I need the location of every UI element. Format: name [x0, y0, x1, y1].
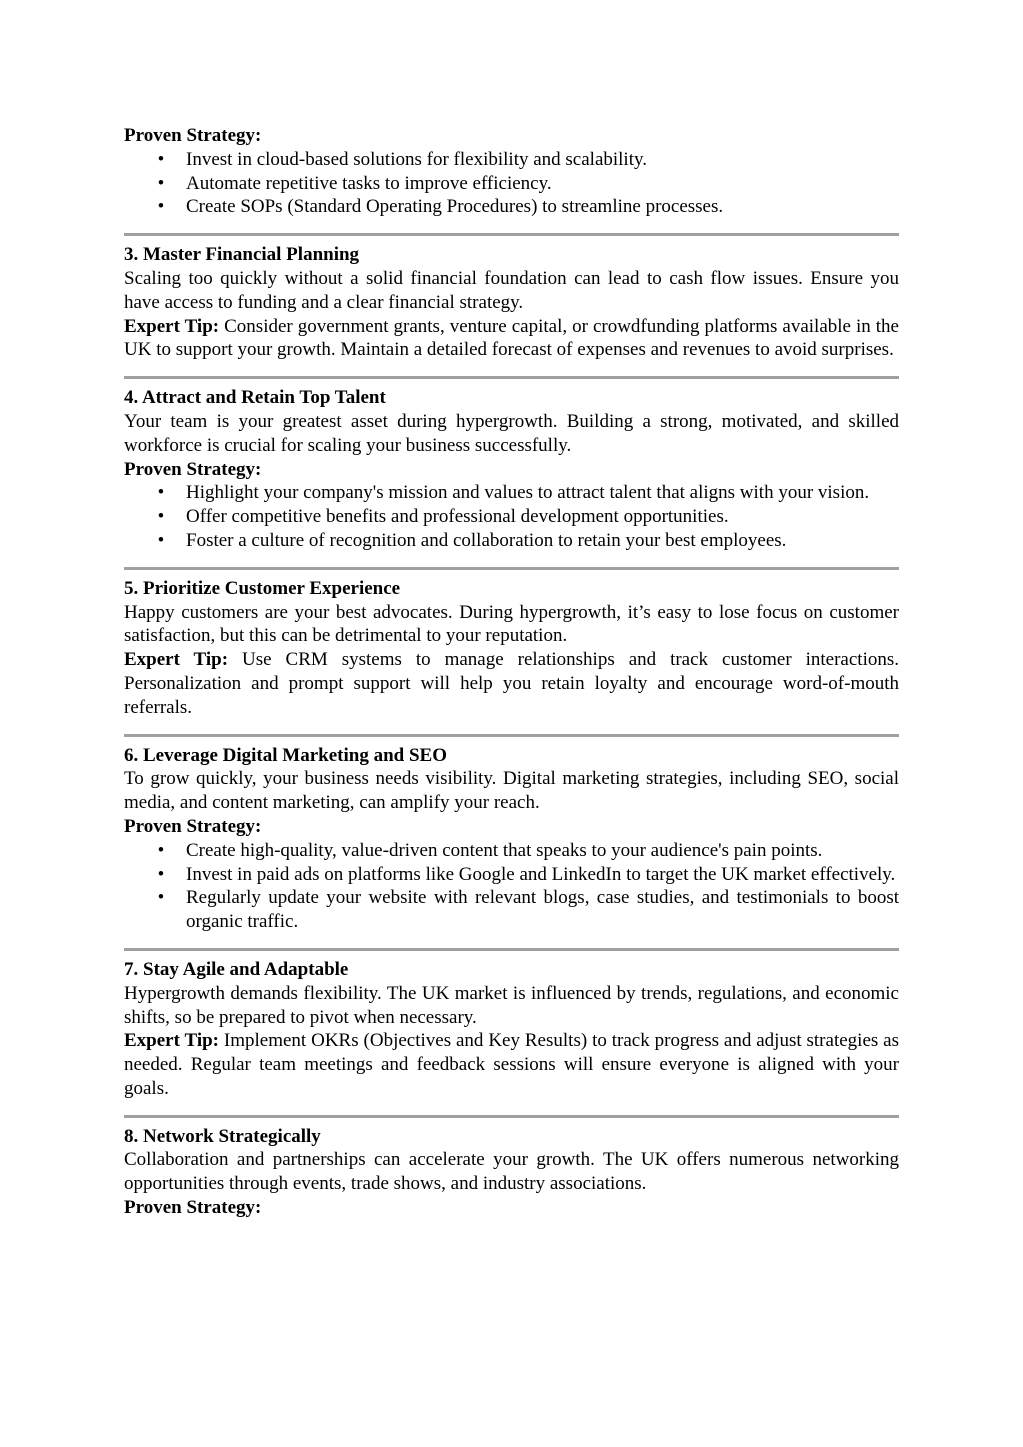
bullet-list [124, 148, 899, 219]
bullet-icon: • [157, 506, 165, 528]
bullet-list [124, 839, 899, 934]
list-item: • Create high-quality, value-driven content that speaks to your audience's pain points. [124, 839, 899, 863]
section-body: Happy customers are your best advocates. During hypergrowth, it’s easy to lose focus on customer satisfaction, but this can be detrimental to your reputation. [124, 601, 899, 647]
bullet-icon: • [157, 863, 165, 885]
section-divider [124, 1115, 899, 1118]
expert-tip [124, 315, 899, 363]
list-item: • Invest in paid ads on platforms like Google and LinkedIn to target the UK market effectively. [124, 863, 899, 887]
section-divider [124, 376, 899, 379]
section-heading: 6. Leverage Digital Marketing and SEO [124, 744, 447, 766]
section-heading: 4. Attract and Retain Top Talent [124, 387, 386, 409]
section-heading: 3. Master Financial Planning [124, 244, 360, 266]
section-body: To grow quickly, your business needs visibility. Digital marketing strategies, including SEO, social media, and content marketing, can amplify your reach. [124, 768, 899, 814]
list-item: • Regularly update your website with relevant blogs, case studies, and testimonials to boost organic traffic. [124, 886, 899, 934]
list-item: • Create SOPs (Standard Operating Procedures) to streamline processes. [124, 195, 899, 219]
expert-tip [124, 648, 899, 719]
section-body: Scaling too quickly without a solid financial foundation can lead to cash flow issues. Ensure you have access to funding and a clear financial strategy. [124, 267, 899, 313]
expert-tip-label: Expert Tip: [124, 315, 220, 337]
section-body: Hypergrowth demands flexibility. The UK market is influenced by trends, regulations, and economic shifts, so be prepared to pivot when necessary. [124, 982, 899, 1028]
section-label: Proven Strategy: [124, 458, 262, 480]
bullet-list [124, 481, 899, 552]
bullet-icon: • [157, 887, 165, 909]
bullet-icon: • [157, 839, 165, 861]
expert-tip-label: Expert Tip: [124, 649, 229, 671]
list-item: • Offer competitive benefits and professional development opportunities. [124, 505, 899, 529]
section-heading: 5. Prioritize Customer Experience [124, 577, 401, 599]
section-label: Proven Strategy: [124, 815, 262, 837]
list-item: • Foster a culture of recognition and collaboration to retain your best employees. [124, 529, 899, 553]
section-body: Your team is your greatest asset during hypergrowth. Building a strong, motivated, and skilled workforce is crucial for scaling your business successfully. [124, 410, 899, 456]
expert-tip [124, 1029, 899, 1100]
section-divider [124, 734, 899, 737]
expert-tip-text: Use CRM systems to manage relationships and track customer interactions. Personalization and prompt support will help you retain loyalty and encourage word-of-mouth referrals. [124, 649, 900, 718]
list-item: • Invest in cloud-based solutions for flexibility and scalability. [124, 148, 899, 172]
section-divider [124, 567, 899, 570]
bullet-icon: • [157, 196, 165, 218]
section-divider [124, 948, 899, 951]
section-divider [124, 233, 899, 236]
bullet-icon: • [157, 148, 165, 170]
expert-tip-text: Implement OKRs (Objectives and Key Results) to track progress and adjust strategies as needed. Regular team meetings and feedback sessions will ensure everyone is aligned with your goals. [124, 1030, 899, 1099]
section-heading: 7. Stay Agile and Adaptable [124, 958, 349, 980]
expert-tip-text: Consider government grants, venture capital, or crowdfunding platforms available in the UK to support your growth. Maintain a detailed forecast of expenses and revenues to avoid surprises. [124, 315, 899, 361]
document-page [124, 124, 899, 1220]
bullet-icon: • [157, 172, 165, 194]
list-item: • Automate repetitive tasks to improve efficiency. [124, 172, 899, 196]
list-item: • Highlight your company's mission and values to attract talent that aligns with your vision. [124, 481, 899, 505]
expert-tip-label: Expert Tip: [124, 1030, 219, 1052]
bullet-icon: • [157, 482, 165, 504]
section-label: Proven Strategy: [124, 1197, 262, 1219]
section-heading: 8. Network Strategically [124, 1125, 321, 1147]
section-label: Proven Strategy: [124, 125, 262, 146]
section-body: Collaboration and partnerships can accelerate your growth. The UK offers numerous networking opportunities through events, trade shows, and industry associations. [124, 1149, 899, 1195]
bullet-icon: • [157, 529, 165, 551]
